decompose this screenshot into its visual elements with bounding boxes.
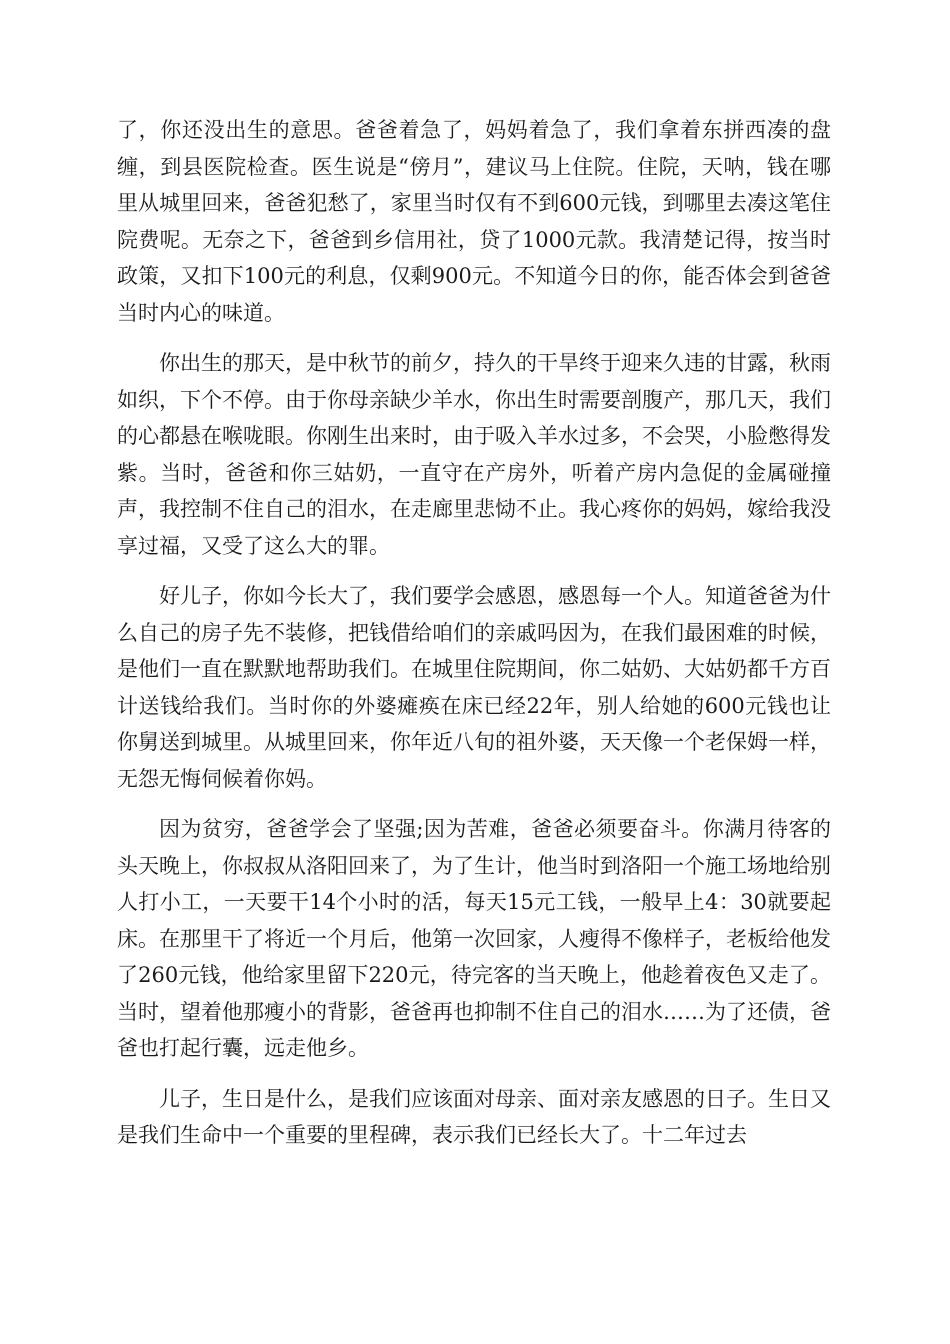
paragraph-5: 儿子，生日是什么，是我们应该面对母亲、面对亲友感恩的日子。生日又是我们生命中一个重要的里程碑，表示我们已经长大了。十二年过去 [117,1086,831,1147]
document-page [117,112,831,1154]
paragraph-3: 好儿子，你如今长大了，我们要学会感恩，感恩每一个人。知道爸爸为什么自己的房子先不装修，把钱借给咱们的亲戚吗因为，在我们最困难的时候，是他们一直在默默地帮助我们。在城里住院期间，你二姑奶、大姑奶都千方百计送钱给我们。当时你的外婆瘫痪在床已经22年，别人给她的600元钱也让你舅送到城里。从城里回来，你年近八旬的祖外婆，天天像一个老保姆一样，无怨无悔伺候着你妈。 [117,584,831,791]
paragraph-4: 因为贫穷，爸爸学会了坚强;因为苦难，爸爸必须要奋斗。你满月待客的头天晚上，你叔叔从洛阳回来了，为了生计，他当时到洛阳一个施工场地给别人打小工，一天要干14个小时的活，每天15元工钱，一般早上4：30就要起床。在那里干了将近一个月后，他第一次回家，人瘦得不像样子，老板给他发了260元钱，他给家里留下220元，待完客的当天晚上，他趁着夜色又走了。当时，望着他那瘦小的背影，爸爸再也抑制不住自己的泪水……为了还债，爸爸也打起行囊，远走他乡。 [117,817,831,1060]
paragraph-2: 你出生的那天，是中秋节的前夕，持久的干旱终于迎来久违的甘露，秋雨如织，下个不停。由于你母亲缺少羊水，你出生时需要剖腹产，那几天，我们的心都悬在喉咙眼。你刚生出来时，由于吸入羊水过多，不会哭，小脸憋得发紫。当时，爸爸和你三姑奶，一直守在产房外，听着产房内急促的金属碰撞声，我控制不住自己的泪水，在走廊里悲恸不止。我心疼你的妈妈，嫁给我没享过福，又受了这么大的罪。 [117,351,831,558]
paragraph-1: 了，你还没出生的意思。爸爸着急了，妈妈着急了，我们拿着东拼西凑的盘缠，到县医院检查。医生说是“傍月”，建议马上住院。住院，天呐，钱在哪里从城里回来，爸爸犯愁了，家里当时仅有不到600元钱，到哪里去凑这笔住院费呢。无奈之下，爸爸到乡信用社，贷了1000元款。我清楚记得，按当时政策，又扣下100元的利息，仅剩900元。不知道今日的你，能否体会到爸爸当时内心的味道。 [117,118,831,325]
